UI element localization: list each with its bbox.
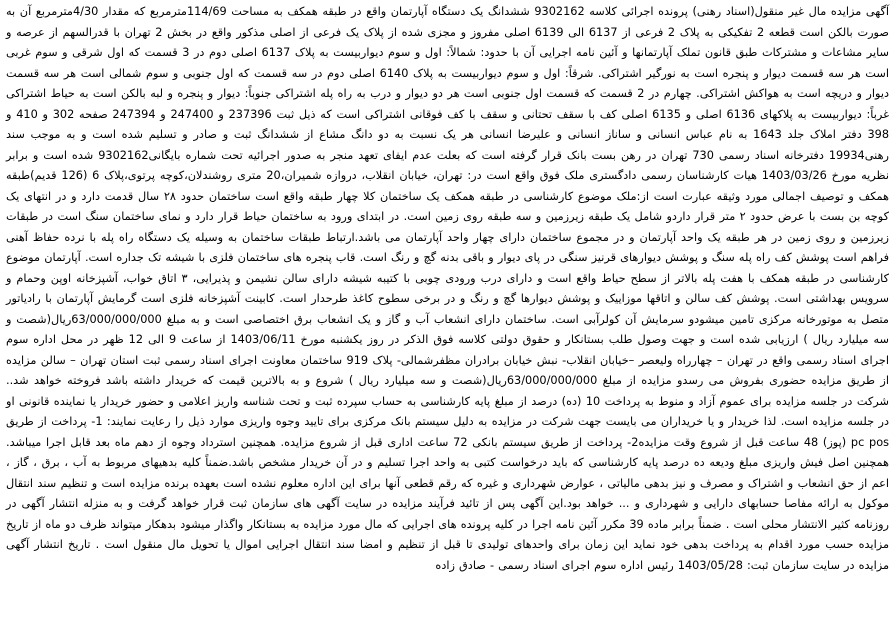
auction-notice-text: آگهی مزایده مال غیر منقول(اسناد رهنی) پرونده اجرائی کلاسه 9302162 ششدانگ یک دستگاه آپارتمان واقع در طبقه همکف به مساحت 114/69مترمربع که مقدار 4/30مترمربع آن به صورت بالکن است قطعه 2 تفکیکی به پلاک 2 فرعی از 6137 الی 6139 اصلی مفروز و مجزی شده از پلاک یک فرعی از اصلی مذکور واقع در بخش 2 تهران با قدرالسهم از عرصه و سایر مشاعات و مشترکات طبق قانون تملک آپارتمانها و آئین نامه اجرایی آن با حدود: شمالاً: اول و سوم دیواربیست به پلاک 6137 اصلی دوم در 3 قسمت که اول شرقی و سوم غربی است هر سه قسمت دیوار و پنجره است به نورگیر اشتراکی. شرقاً: اول و سوم دیواربیست به پلاک 6140 اصلی دوم در سه قسمت که اول جنوبی و سوم شمالی است هر سه قسمت دیوار و دریچه است به هواکش اشتراکی. چهارم در 2 قسمت که قسمت اول جنوبی است هر دو دیوار و درب به راه پله اشتراکی جنوباً: دیوار و پنجره و لبه بالکن است به حیاط اشتراکی غرباً: دیواربیست به پلاکهای 6136 اصلی و 6135 اصلی کف با سقف تحتانی و سقف با کف فوقانی اشتراکی است که ذیل ثبت 237396 و 247400 و 247394 صفحه 302 و 410 و 398 دفتر املاک جلد 1643 به نام عباس انسانی و ساناز انسانی و علیرضا انسانی هر یک نسبت به دو دانگ مشاع از ششدانگ ثبت و صادر و تسلیم شده است و به موجب سند رهنی19934 دفترخانه اسناد رسمی 730 تهران در رهن بست بانک قرار گرفته است که بعلت عدم ایفای تعهد منجر به صدور اجرائیه تحت شماره بایگانی9302162 شده است و برابر نظریه مورخ 1403/03/26 هیات کارشناسان رسمی دادگستری ملک فوق واقع است در: تهران، خیابان انقلاب، دروازه شمیران،20 متری روشندلان،کوچه پرتوی،پلاک 6 (126 قدیم)طبقه همکف و توصیف اجمالی مورد وثیقه عبارت است از:ملک موضوع کارشناسی در طبقه همکف یک ساختمان کلا چهار طبقه واقع است ساختمان حدود ۲۸ سال قدمت دارد و در انتهای یک کوچه بن بست با عرض حدود ۲ متر قرار داردو شامل یک طبقه زیرزمین و سه طبقه روی زمین است. در ابتدای ورود به ساختمان حیاط قرار دارد و نمای ساختمان سنگ است در طبقات زیرزمین و روی زمین در هر طبقه یک واحد آپارتمان و در مجموع ساختمان دارای چهار واحد آپارتمان می باشد.ارتباط طبقات ساختمان به وسیله یک دستگاه راه پله با نرده حفاظ آهنی فراهم است پوشش کف راه پله سنگ و پوشش دیوارهای قرنیز سنگی در پای دیوار و باقی بدنه گچ و رنگ است. قاب پنجره های ساختمان فلزی با شیشه تک جداره است. آپارتمان موضوع کارشناسی در طبقه همکف با هفت پله بالاتر از سطح حیاط واقع است و دارای درب ورودی چوبی با کتیبه شیشه دارای سالن نشیمن و پذیرایی، ۳ اتاق خواب، آشپزخانه اوپن وحمام و سرویس بهداشتی است. پوشش کف سالن و اتاقها موزاییک و پوشش دیوارها گچ و رنگ و در برخی سطوح کاغذ طرحدار است. کابینت آشپزخانه فلزی است گرمایش آپارتمان با رادیاتور متصل به موتورخانه مرکزی تامین میشودو سرمایش آن کولرآبی است. ساختمان دارای انشعاب آب و گاز و یک انشعاب برق اختصاصی است و به مبلغ 63/000/000/000ریال(شصت و سه میلیارد ریال ) ارزیابی شده است و جهت وصول طلب بستانکار و حقوق دولتی کلاسه فوق الذکر در روز یکشنبه مورخ 1403/06/11 از ساعت 9 الی 12 ظهر در محل اداره سوم اجرای اسناد رسمی واقع در تهران – چهارراه ولیعصر –خیابان انقلاب- نبش خیابان برادران مظفرشمالی- پلاک 919 ساختمان معاونت اجرای اسناد رسمی ثبت استان تهران – سالن مزایده از طریق مزایده حضوری بفروش می رسدو مزایده از مبلغ 63/000/000/000ریال(شصت و سه میلیارد ریال ) شروع و به بالاترین قیمت که خریدار داشته باشد فروخته خواهد شد.. شرکت در جلسه مزایده برای عموم آزاد و منوط به پرداخت 10 (ده) درصد از مبلغ پایه کارشناسی به حساب سپرده ثبت و تحت شناسه واریز اعلامی و حضور خریدار یا نماینده قانونی او در جلسه مزایده است. لذا خریدار و یا خریداران می بایست جهت شرکت در مزایده به دلیل سیستم بانک مرکزی برای تایید وجوه واریزی موارد ذیل را رعایت نمایند: 1- پرداخت از طریق pc pos (پوز) 48 ساعت قبل از شروع وقت مزایده2- پرداخت از طریق سیستم بانکی 72 ساعت اداری قبل از شروع مزایده. همچنین استرداد وجوه از دهم ماه بعد قابل اجرا میباشد. همچنین اصل فیش واریزی مبلغ ودیعه ده درصد پایه کارشناسی که باید درخواست کتبی به واحد اجرا تسلیم و در آن خریدار مشخص باشد.ضمناً کلیه بدهیهای مربوط به آب ، برق ، گاز ، اعم از حق انشعاب و اشتراک و مصرف و نیز بدهی مالیاتی ، عوارض شهرداری و غیره که رقم قطعی آنها برای این اداره معلوم نشده است بعهده برنده مزایده است و تنظیم سند انتقال موکول به ارائه مفاصا حسابهای دارایی و شهرداری و ... خواهد بود.این آگهی پس از تائید فرآیند مزایده در سایت آگهی های سازمان ثبت قرار خواهد گرفت و به منزله انتشار آگهی در روزنامه کثیر الانتشار محلی است . ضمناً برابر ماده 39 مکرر آئین نامه اجرا در کلیه پرونده های اجرایی که مال مورد مزایده به بستانکار واگذار میشود بدهکار میتواند ظرف دو ماه از تاریخ مزایده حسب مورد اقدام به پرداخت بدهی خود نماید این زمان برای واحدهای تولیدی تا قبل از تنظیم و امضا سند انتقال اجرایی اموال یا تحویل مال منقول است . تاریخ انتشار آگهی مزایده در سایت سازمان ثبت: 1403/05/28 رئیس اداره سوم اجرای اسناد رسمی - صادق زاده	[6, 5, 890, 572]
